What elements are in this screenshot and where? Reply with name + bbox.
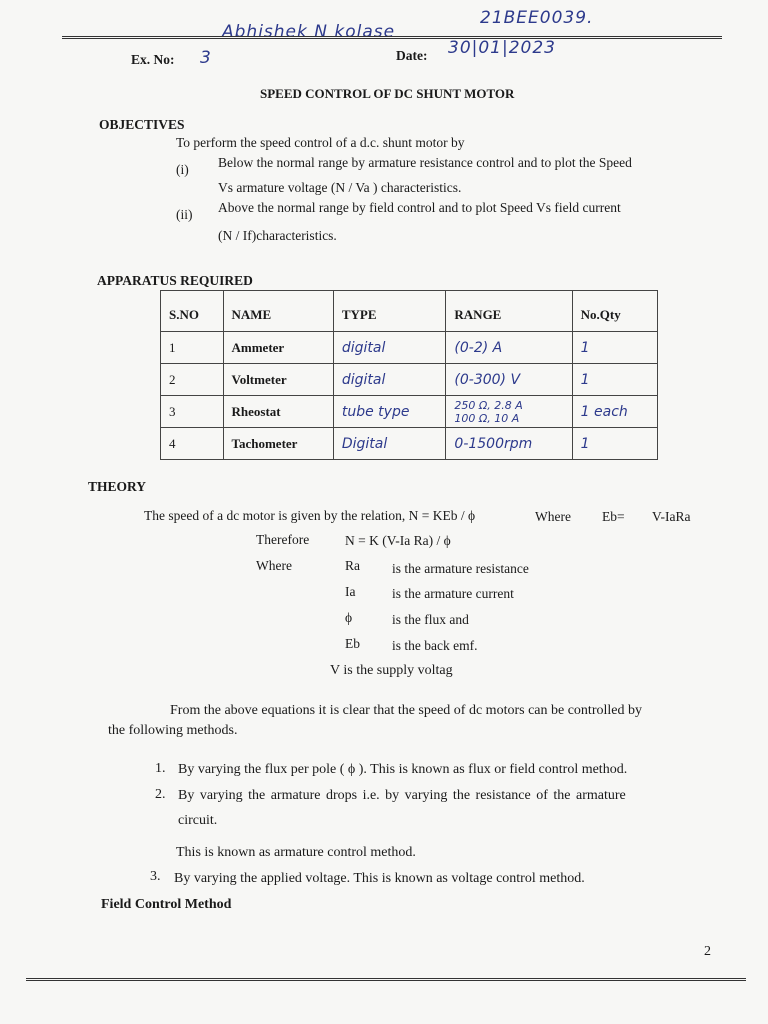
cell-type: digital [333,364,446,396]
methods-paragraph-line1: From the above equations it is clear that the speed of dc motors can be controlled by [170,703,642,718]
col-qty: No.Qty [572,291,657,332]
table-header-row [161,291,658,332]
def-desc: is the flux and [392,612,469,627]
cell-qty: 1 [572,332,657,364]
cell-sno: 4 [161,428,224,460]
cell-qty: 1 [572,428,657,460]
cell-name: Tachometer [223,428,333,460]
method-text: By varying the armature drops i.e. by varying the resistance of the armature [178,788,626,803]
method-number: 2. [155,787,166,802]
table-row [161,332,658,364]
def-desc: is the back emf. [392,638,478,653]
def-desc: is the armature resistance [392,561,529,576]
objective-1-line1: Below the normal range by armature resistance control and to plot the Speed [218,155,632,170]
objective-2-line2: (N / If)characteristics. [218,228,337,243]
theory-where: Where [535,509,571,524]
where-label: Where [256,558,292,573]
cell-range: (0-300) V [446,364,572,396]
cell-qty: 1 [572,364,657,396]
def-symbol: ϕ [345,610,353,625]
method-number: 1. [155,761,166,776]
table-row [161,428,658,460]
col-range: RANGE [446,291,572,332]
cell-range: (0-2) A [446,332,572,364]
cell-sno: 1 [161,332,224,364]
range-line-2: 100 Ω, 10 A [454,411,520,425]
cell-sno: 3 [161,396,224,428]
therefore-label: Therefore [256,532,310,547]
cell-type: Digital [333,428,446,460]
eb-label: Eb= [602,509,625,524]
eb-value: V-IaRa [652,509,691,524]
objective-2-line1: Above the normal range by field control and to plot Speed Vs field current [218,200,621,215]
method-text: By varying the applied voltage. This is known as voltage control method. [174,871,585,886]
range-line-1: 250 Ω, 2.8 A [454,398,523,412]
method-text-note: This is known as armature control method. [176,845,416,860]
cell-range [446,396,572,428]
cell-type: digital [333,332,446,364]
header-rule [62,36,722,39]
def-symbol: Eb [345,636,360,651]
cell-sno: 2 [161,364,224,396]
objective-1-line2: Vs armature voltage (N / Va ) characteristics. [218,180,462,195]
col-type: TYPE [333,291,446,332]
def-symbol: Ia [345,584,356,599]
apparatus-heading: APPARATUS REQUIRED [97,273,253,288]
apparatus-table [160,290,658,460]
cell-qty: 1 each [572,396,657,428]
objectives-intro: To perform the speed control of a d.c. shunt motor by [176,135,465,150]
table-row [161,364,658,396]
methods-paragraph-line2: the following methods. [108,723,238,738]
date-label: Date: [396,48,428,63]
supply-voltage-line: V is the supply voltag [330,663,453,678]
method-number: 3. [150,869,161,884]
field-control-heading: Field Control Method [101,897,232,912]
theory-relation: The speed of a dc motor is given by the relation, N = KEb / ϕ [144,508,476,523]
cell-name: Ammeter [223,332,333,364]
col-sno: S.NO [161,291,224,332]
cell-type: tube type [333,396,446,428]
roll-number: 21BEE0039. [480,8,594,28]
objective-marker-2: (ii) [176,207,193,222]
col-name: NAME [223,291,333,332]
table-row [161,396,658,428]
def-desc: is the armature current [392,586,514,601]
footer-rule [26,978,746,981]
cell-range: 0-1500rpm [446,428,572,460]
objective-marker-1: (i) [176,162,189,177]
def-symbol: Ra [345,558,360,573]
cell-name: Rheostat [223,396,333,428]
ex-no-label: Ex. No: [131,52,175,67]
objectives-heading: OBJECTIVES [99,117,185,132]
theory-heading: THEORY [88,479,147,494]
date-value: 30|01|2023 [448,38,556,58]
therefore-equation: N = K (V-Ia Ra) / ϕ [345,533,451,548]
method-text: By varying the flux per pole ( ϕ ). This is known as flux or field control method. [178,762,628,777]
cell-name: Voltmeter [223,364,333,396]
page-title: SPEED CONTROL OF DC SHUNT MOTOR [260,86,515,101]
student-name: Abhishek N kolase [222,22,396,42]
ex-no-value: 3 [200,48,212,68]
page-number: 2 [704,944,711,959]
method-text-cont: circuit. [178,813,218,828]
